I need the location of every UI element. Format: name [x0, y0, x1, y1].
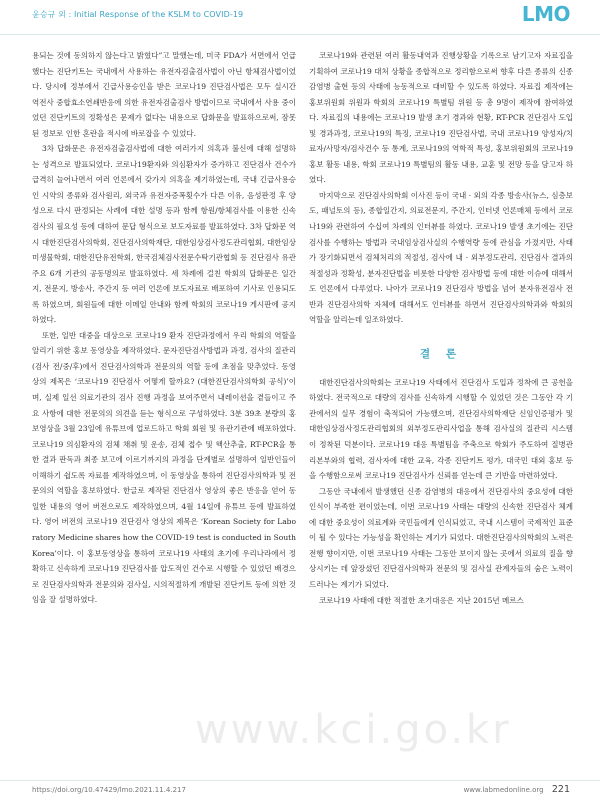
- running-title: 윤승규 외 : Initial Response of the KSLM to COVID-19: [32, 10, 244, 19]
- body-paragraph: 마지막으로 진단검사의학회 이사진 등이 국내 · 외의 각종 방송사(뉴스, 심층보도, 패널토의 등), 종합일간지, 의료전문지, 주간지, 인터넷 언론매체 등에서 코로나19와 관련하여 수십여 차례의 인터뷰를 하였다. 코로나19 발생 초기에는 진단검사를 수행하는 방법과 국내임상검사실의 수행역량 등에 관심을 가졌지만, 사태가 장기화되면서 검체처리의 적절성, 검사에 내 · 외부정도관리, 진단검사 결과의 적절성과 정확성, 분자진단법을 비롯한 다양한 검사방법 등에 대한 이슈에 대해서도 언론에서 다루었다. 나아가 코로나19 진단검사 방법을 넘어 분자유전검사 전반과 진단검사의학 자체에 대해서도 인터뷰를 하면서 진단검사의학과와 학회의 역할을 알리는데 일조하였다.: [309, 190, 573, 325]
- body-paragraph: 3차 답화문은 유전자검출검사법에 대한 여러가지 의혹과 불신에 대해 설명하는 성격으로 발표되었다. 코로나19환자와 의심환자가 증가하고 진단검사 건수가 급격히 늘어나면서 여러 언론에서 갖가지 의혹을 제기하였는데, 국내 긴급사용승인 시약의 종류와 검사원리, 외국과 유전자증폭횟수가 다른 이유, 음성판정 후 양성으로 다시 판정되는 사례에 대한 설명 등과 함께 항원/항체검사를 이용한 신속검사의 필요성 등에 대하여 문답 형식으로 보도자료를 발표하였다. 3차 답화문 역시 대한진단검사의학회, 진단검사의학재단, 대한임상검사정도관리협회, 대한임상미생물학회, 대한진단유전학회, 한국검체검사전문수탁기관협회 등 진단검사 유관 주요 6개 기관의 공동명의로 발표하였다. 세 차례에 걸친 학회의 답화문은 일간지, 전문지, 방송사, 주간지 등 여러 언론에 보도자료로 배포하여 기사로 인용되도록 하였으며, 회원들에 대한 이메일 안내와 함께 학회의 코로나19 게시판에 공지하였다.: [32, 144, 296, 325]
- body-paragraph: 코로나19와 관련된 여러 활동내역과 진행상황을 기록으로 남기고자 자료집을 기획하여 코로나19 대처 상황을 종합적으로 정리함으로써 향후 다른 종류의 신종감염병 출현 등의 사태에 능동적으로 대비할 수 있도록 하였다. 자료집 제작에는 홍보위원회 위원과 학회의 코로나19 특별팀 위원 등 총 9명이 제작에 참여하였다. 자료집의 내용에는 코로나19 발생 초기 경과와 현황, RT-PCR 진단검사 도입 및 경과과정, 코로나19의 특징, 코로나19 진단검사법, 국내 코로나19 양성자/치료자/사망자/검사건수 등 통계, 코로나19의 역학적 특성, 홍보위원회의 코로나19 홍보 활동 내용, 학회 코로나19 특별팀의 활동 내용, 교훈 및 전망 등을 담고자 하였다.: [309, 51, 573, 185]
- body-paragraph: 용되는 것에 동의하지 않는다고 밝혔다”고 말했는데, 미국 FDA가 서면에서 언급했다는 진단키트는 국내에서 사용하는 유전자검출검사법이 아닌 항체검사법이었다. 당시에 정부에서 긴급사용승인을 받은 코로나19 진단검사법은 모두 실시간 역전사 중합효소연쇄반응에 의한 유전자검출검사 방법이므로 국내에서 사용 중이었던 진단키트의 정확성은 문제가 없다는 내용으로 답화문을 발표하으로써, 잠못된 정보로 인한 혼란을 적시에 바로잡을 수 있었다.: [32, 51, 296, 138]
- page-header: [0, 0, 600, 34]
- body-paragraph: 코로나19 사태에 대한 적절한 초기대응은 지난 2015년 메르스: [319, 595, 524, 605]
- header-divider: [0, 34, 600, 35]
- journal-logo: LMO: [521, 2, 570, 26]
- body-paragraph: 대한진단검사의학회는 코로나19 사태에서 진단검사 도입과 정착에 큰 공헌을 하였다. 전국적으로 대량의 검사를 신속하게 시행할 수 있었던 것은 그동안 각 기관에서의 실무 경험이 축적되어 가능했으며, 진단검사의학재단 신임인증평가 및 대한임상검사정도관리협회의 외부정도관리사업을 통해 검사실의 질관리 시스템이 정착된 덕분이다. 코로나19 대응 특별팀을 주축으로 학회가 주도하여 질병관리본부와의 협력, 검사자에 대한 교육, 각종 진단키트 평가, 대국민 대외 홍보 등을 수행함으로써 코로나19 진단검사가 신뢰를 얻는데 큰 기반을 마련하였다.: [309, 377, 573, 481]
- website-link[interactable]: www.labmedonline.org: [463, 786, 544, 794]
- footer-divider: [0, 780, 600, 781]
- body-paragraph: 그동안 국내에서 발생했던 신종 감염병의 대응에서 진단검사의 중요성에 대한 인식이 부족한 편이었는데, 이번 코로나19 사태는 대량의 신속한 진단검사 체계에 대한 중요성이 의료계와 국민들에게 인식되었고, 국내 시스템이 국제적인 표준이 될 수 있다는 가능성을 확인하는 계기가 되었다. 대한진단검사의학회의 노력은 전행 향이지만, 이번 코로나19 사태는 그동안 보이지 않는 곳에서 의료의 질을 향상시키는 데 앞장섰던 진단검사의학과 전문의 및 검사실 관계자들의 숨은 노력이 드러나는 계기가 되었다.: [309, 486, 573, 589]
- left-column: [32, 48, 296, 768]
- doi-link[interactable]: https://doi.org/10.47429/lmo.2021.11.4.217: [32, 786, 186, 794]
- page-footer-right: [464, 784, 570, 795]
- page-number: 221: [551, 784, 570, 795]
- section-heading-conclusion: 결 론: [420, 347, 462, 360]
- watermark: www.kci.go.kr: [195, 707, 512, 753]
- right-column: [309, 48, 573, 768]
- body-paragraph: 또한, 일반 대중을 대상으로 코로나19 환자 진단과정에서 우리 학회의 역할을 알리기 위한 홍보 동영상을 제작하였다. 문자진단검사방법과 과정, 검사의 질관리(검사 전/중/후)에서 진단검사의학과 전문의의 역할 등에 초점을 맞추었다. 동영상의 제목은 ‘코로나19 진단검사 어떻게 할까요? (대한진단검사의학회 공식)’이며, 실제 일선 의료기관의 검사 진행 과정을 보여주면서 내레이션을 곁들이고 주요 사항에 대한 전문의의 의견을 듣는 형식으로 구성하였다. 3분 39초 분량의 홍보영상을 3월 23일에 유튜브에 업로드하고 학회 회원 및 유관기관에 배포하였다. 코로나19 의심환자의 검체 채취 및 운송, 검체 접수 및 핵산추출, RT-PCR을 통한 결과 판독과 최종 보고에 이르기까지의 과정을 단계별로 설명하여 일반인들이 이해하기 쉽도록 자료를 제작하였으며, 이 동영상을 통하여 진단검사의학과 및 전문의의 역할을 홍보하였다. 한글로 제작된 진단검사 영상의 좋은 반응을 얻어 동일한 내용의 영어 버전으로도 제작하였으며, 4월 14일에 유튜브 등에 발표하였다. 영어 버전의 코로나19 진단검사 영상의 제목은 ‘Korean Society for Laboratory Medicine shares how the COVID-19 test is conducted in South Korea’이다. 이 홍보동영상을 통하여 코로나19 사태의 초기에 우리나라에서 정확하고 신속하게 코로나19 진단검사를 압도적인 건수로 시행할 수 있었던 배경으로 진단검사의학과 전문의와 검사실, 시의적절하게 개발된 진단키트 등에 의한 것임을 잘 설명하였다.: [32, 330, 296, 605]
